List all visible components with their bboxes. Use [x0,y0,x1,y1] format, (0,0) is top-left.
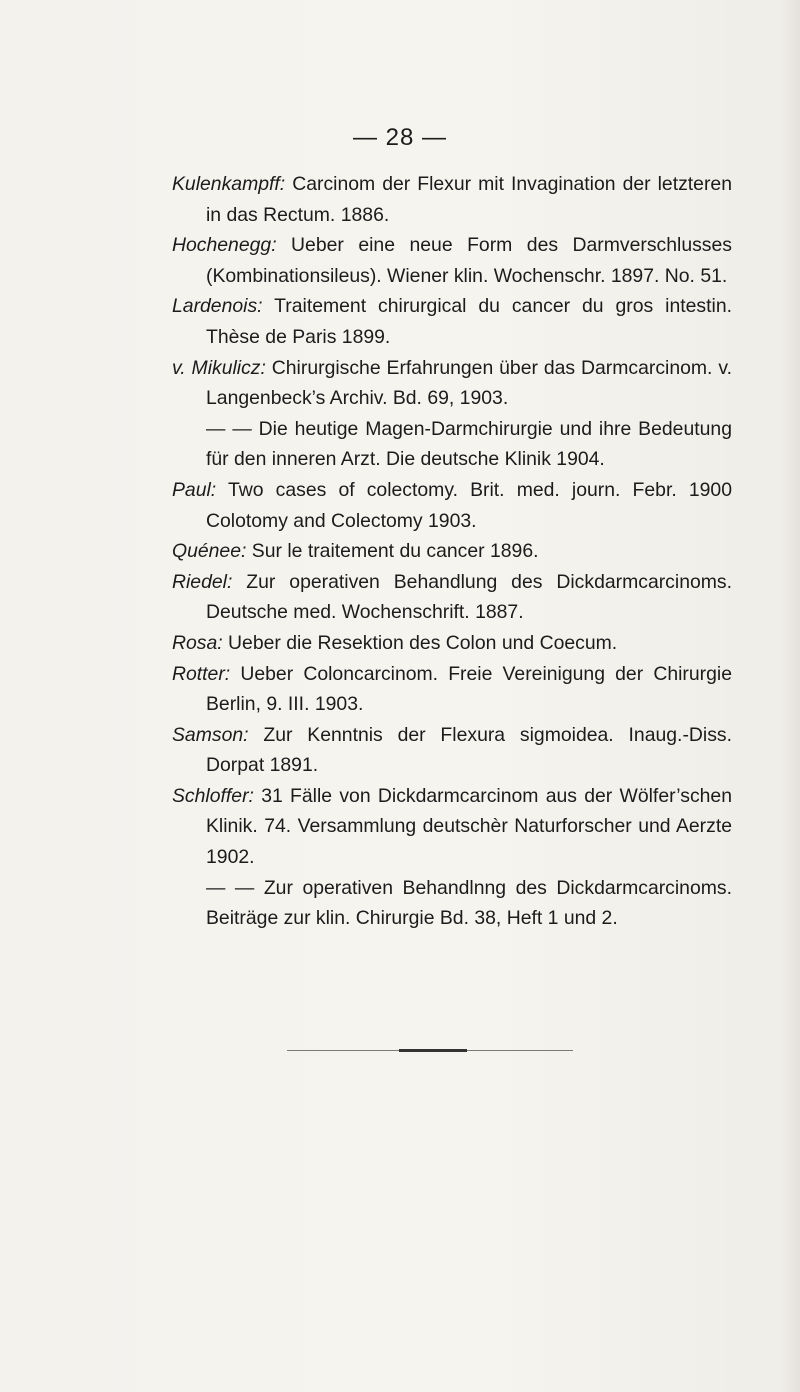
entry-text: Sur le traitement du cancer 1896. [246,540,539,563]
entry-text: Two cases of colectomy. Brit. med. journ. Febr. 1900 Colotomy and Colectomy 1903. [206,478,732,532]
bibliography-entry [172,873,732,934]
entry-author: Lardenois: [172,295,263,318]
bibliography-entry [172,353,732,414]
bibliography-entry [172,659,732,720]
bibliography-entry [172,414,732,475]
entry-text: Chirurgische Erfahrungen über das Darmcarcinom. v. Langenbeck’s Archiv. Bd. 69, 1903. [206,356,732,410]
entry-author: Paul: [172,478,217,501]
entry-author: v. Mikulicz: [172,356,266,379]
entry-author: Schloffer: [172,784,254,807]
closing-rule-thick-segment [399,1049,467,1052]
page-edge-shadow [782,0,800,1392]
bibliography-entry [172,536,732,567]
page-number: — 28 — [352,124,448,151]
bibliography-entry [172,169,732,230]
bibliography-entry [172,475,732,536]
entry-author: Rosa: [172,631,223,654]
bibliography-entry [172,291,732,352]
entry-text: Ueber eine neue Form des Darmverschlusses (Kombinationsileus). Wiener klin. Wochenschr. 1897. No. 51. [206,234,732,287]
entry-author: Quénee: [172,540,247,563]
entry-text: Traitement chirurgical du cancer du gros intestin. Thèse de Paris 1899. [206,295,732,348]
entry-author: Riedel: [172,570,233,593]
entry-text: — — Zur operativen Behandlnng des Dickdarmcarcinoms. Beiträge zur klin. Chirurgie Bd. 38, Heft 1 und 2. [206,876,732,930]
entry-author: Samson: [172,723,249,746]
bibliography-list [172,169,732,934]
entry-author: Hochenegg: [172,234,277,257]
entry-author: Rotter: [172,662,231,685]
bibliography-entry [172,628,732,659]
entry-text: Carcinom der Flexur mit Invagination der letzteren in das Rectum. 1886. [206,173,732,226]
bibliography-entry [172,230,732,291]
entry-text: — — Die heutige Magen-Darmchirurgie und ihre Bedeutung für den inneren Arzt. Die deutsche Klinik 1904. [206,417,732,471]
entry-text: Zur Kenntnis der Flexura sigmoidea. Inaug.-Diss. Dorpat 1891. [206,723,732,777]
entry-text: 31 Fälle von Dickdarmcarcinom aus der Wölfer’schen Klinik. 74. Versammlung deutschèr Naturforscher und Aerzte 1902. [206,784,732,869]
bibliography-entry [172,720,732,781]
entry-author: Kulenkampff: [172,173,286,195]
entry-text: Ueber Coloncarcinom. Freie Vereinigung der Chirurgie Berlin, 9. III. 1903. [206,662,732,716]
bibliography-entry [172,781,732,873]
bibliography-entry [172,567,732,628]
entry-text: Ueber die Resektion des Colon und Coecum. [222,631,618,654]
entry-text: Zur operativen Behandlung des Dickdarmcarcinoms. Deutsche med. Wochenschrift. 1887. [206,570,732,624]
